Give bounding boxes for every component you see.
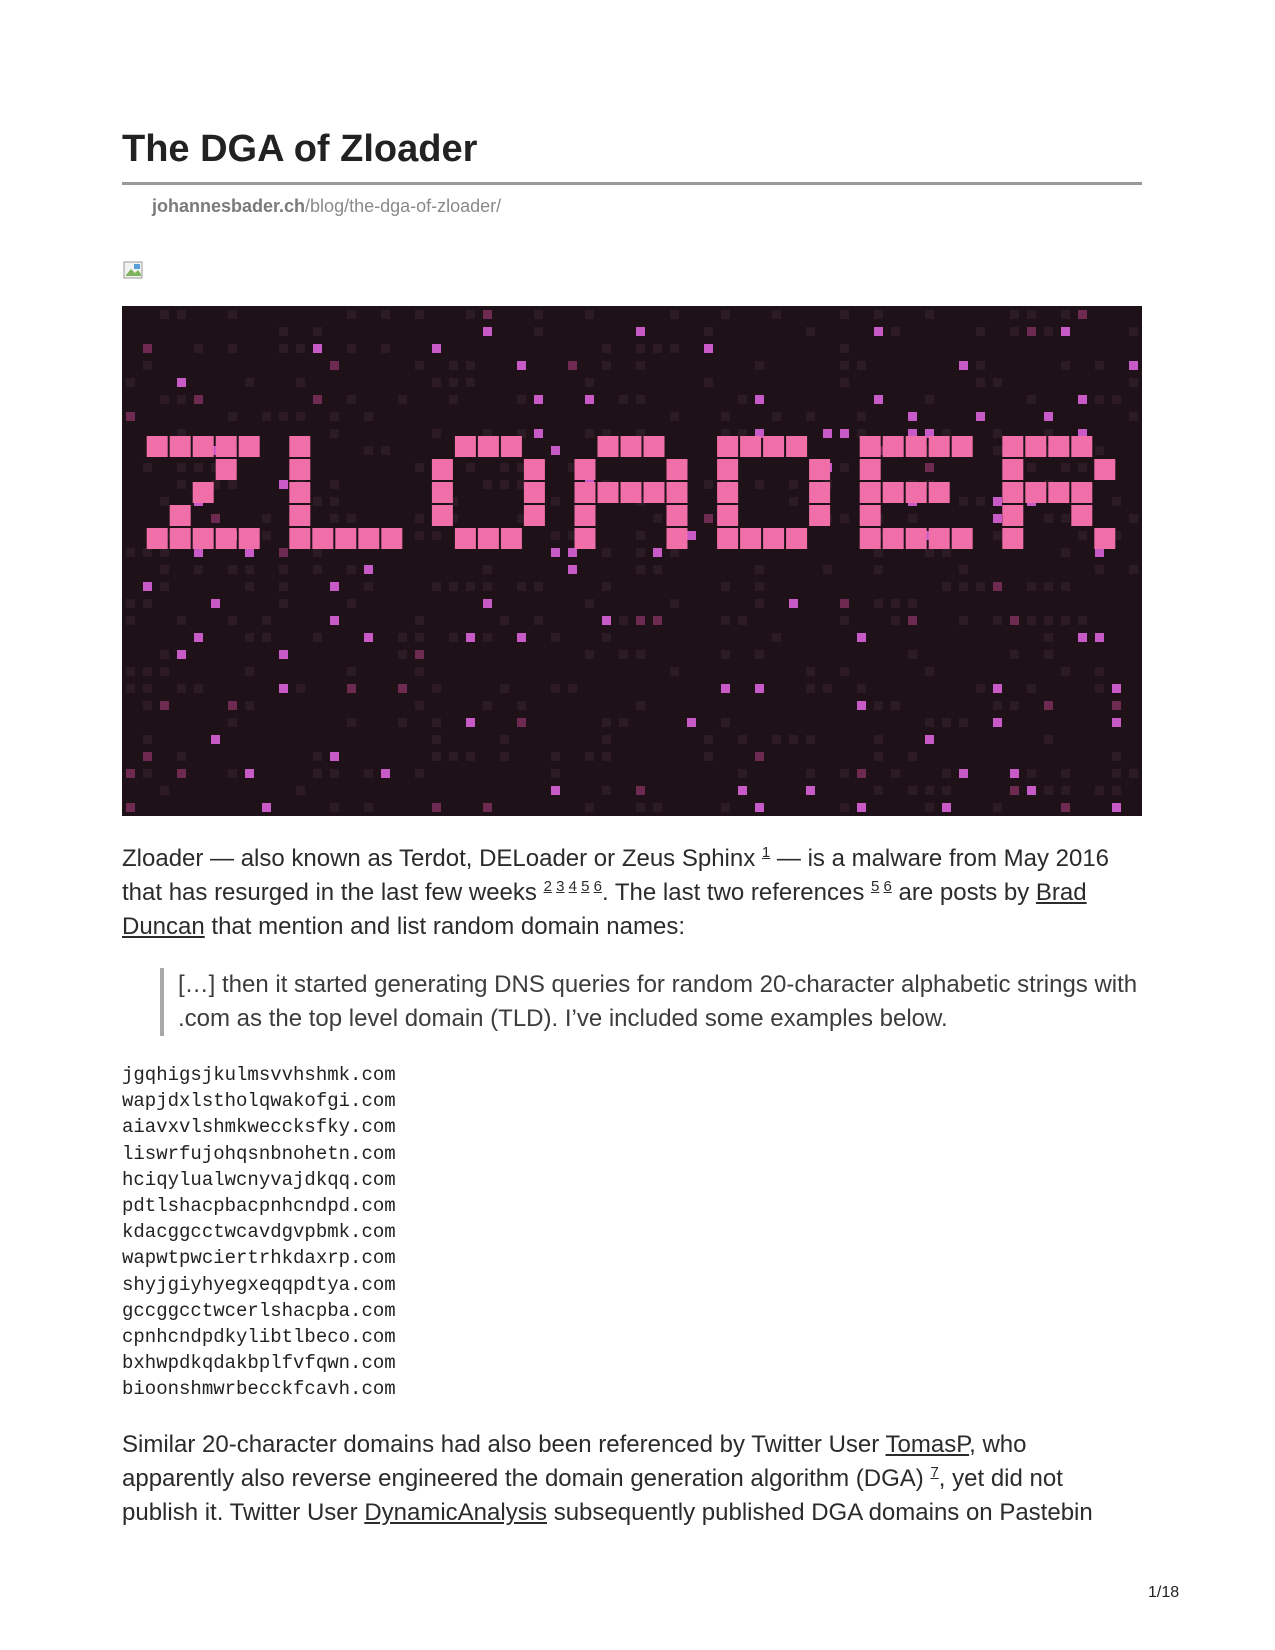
author-link-brad-duncan[interactable]: Brad Duncan: [122, 879, 1087, 940]
footnote-ref[interactable]: 7: [930, 1464, 939, 1481]
zloader-banner: [122, 306, 1142, 816]
followup-paragraph: Similar 20-character domains had also been referenced by Twitter User TomasP, who apparently also reverse engineered the domain generation algorithm (DGA) $^7$, yet did not publish it. Twitter User DynamicAnalysis subsequently published DGA domains on Pastebin: [122, 1431, 1093, 1526]
footnote-ref[interactable]: 6: [883, 878, 892, 895]
domain-line: shyjgiyhyegxeqqpdtya.com: [122, 1273, 396, 1296]
broken-image-icon: [122, 258, 146, 282]
hero-image: [122, 306, 1142, 816]
domain-line: kdacggcctwcavdgvpbmk.com: [122, 1221, 396, 1244]
footnote-ref[interactable]: 5: [870, 878, 880, 895]
page-title: The DGA of Zloader: [122, 128, 478, 170]
domain-line: bioonshmwrbecckfcavh.com: [122, 1378, 396, 1401]
twitter-link-dynamicanalysis[interactable]: DynamicAnalysis: [364, 1499, 548, 1526]
footnote-ref[interactable]: 1: [761, 844, 771, 861]
source-url[interactable]: [152, 196, 501, 217]
footnote-ref[interactable]: 4: [568, 878, 577, 895]
blockquote: […] then it started generating DNS queries for random 20-character alphabetic strings with .com as the top level domain (TLD). I’ve included some examples below.: [160, 968, 1138, 1036]
twitter-link-tomasp[interactable]: TomasP: [885, 1431, 970, 1458]
footnote-ref[interactable]: 6: [593, 878, 602, 895]
title-divider: [122, 182, 1142, 185]
domain-line: wapwtpwciertrhkdaxrp.com: [122, 1247, 396, 1270]
domain-line: cpnhcndpdkylibtlbeco.com: [122, 1326, 396, 1349]
domain-line: pdtlshacpbacpnhcndpd.com: [122, 1195, 396, 1218]
domain-line: bxhwpdkqdakbplfvfqwn.com: [122, 1352, 396, 1375]
domain-line: hciqylualwcnyvajdkqq.com: [122, 1168, 396, 1191]
domain-line: liswrfujohqsnbnohetn.com: [122, 1142, 396, 1165]
intro-paragraph: Zloader — also known as Terdot, DELoader or Zeus Sphinx $^1$ — is a malware from May 2016 that has resurged in the last few weeks $^{2 3 4 5 6}$. The last two references $^{5 6}$ are posts by Brad Duncan that mention and list random domain names:: [122, 844, 1110, 940]
domain-line: gccggcctwcerlshacpba.com: [122, 1299, 396, 1322]
domain-line: aiavxvlshmkweccksfky.com: [122, 1116, 396, 1139]
domain-line: jgqhigsjkulmsvvhshmk.com: [122, 1064, 396, 1086]
domain-line: wapjdxlstholqwakofgi.com: [122, 1090, 396, 1113]
footnote-ref[interactable]: 2: [543, 878, 552, 895]
footnote-ref[interactable]: 3: [556, 878, 565, 895]
source-domain[interactable]: johannesbader.ch: [152, 196, 306, 216]
page-number: 1/18: [1148, 1584, 1180, 1601]
domain-code-block: [122, 1062, 396, 1403]
source-path[interactable]: /blog/the-dga-of-zloader/: [305, 196, 502, 216]
footnote-ref[interactable]: 5: [581, 878, 590, 895]
banner-word: [147, 436, 1116, 549]
